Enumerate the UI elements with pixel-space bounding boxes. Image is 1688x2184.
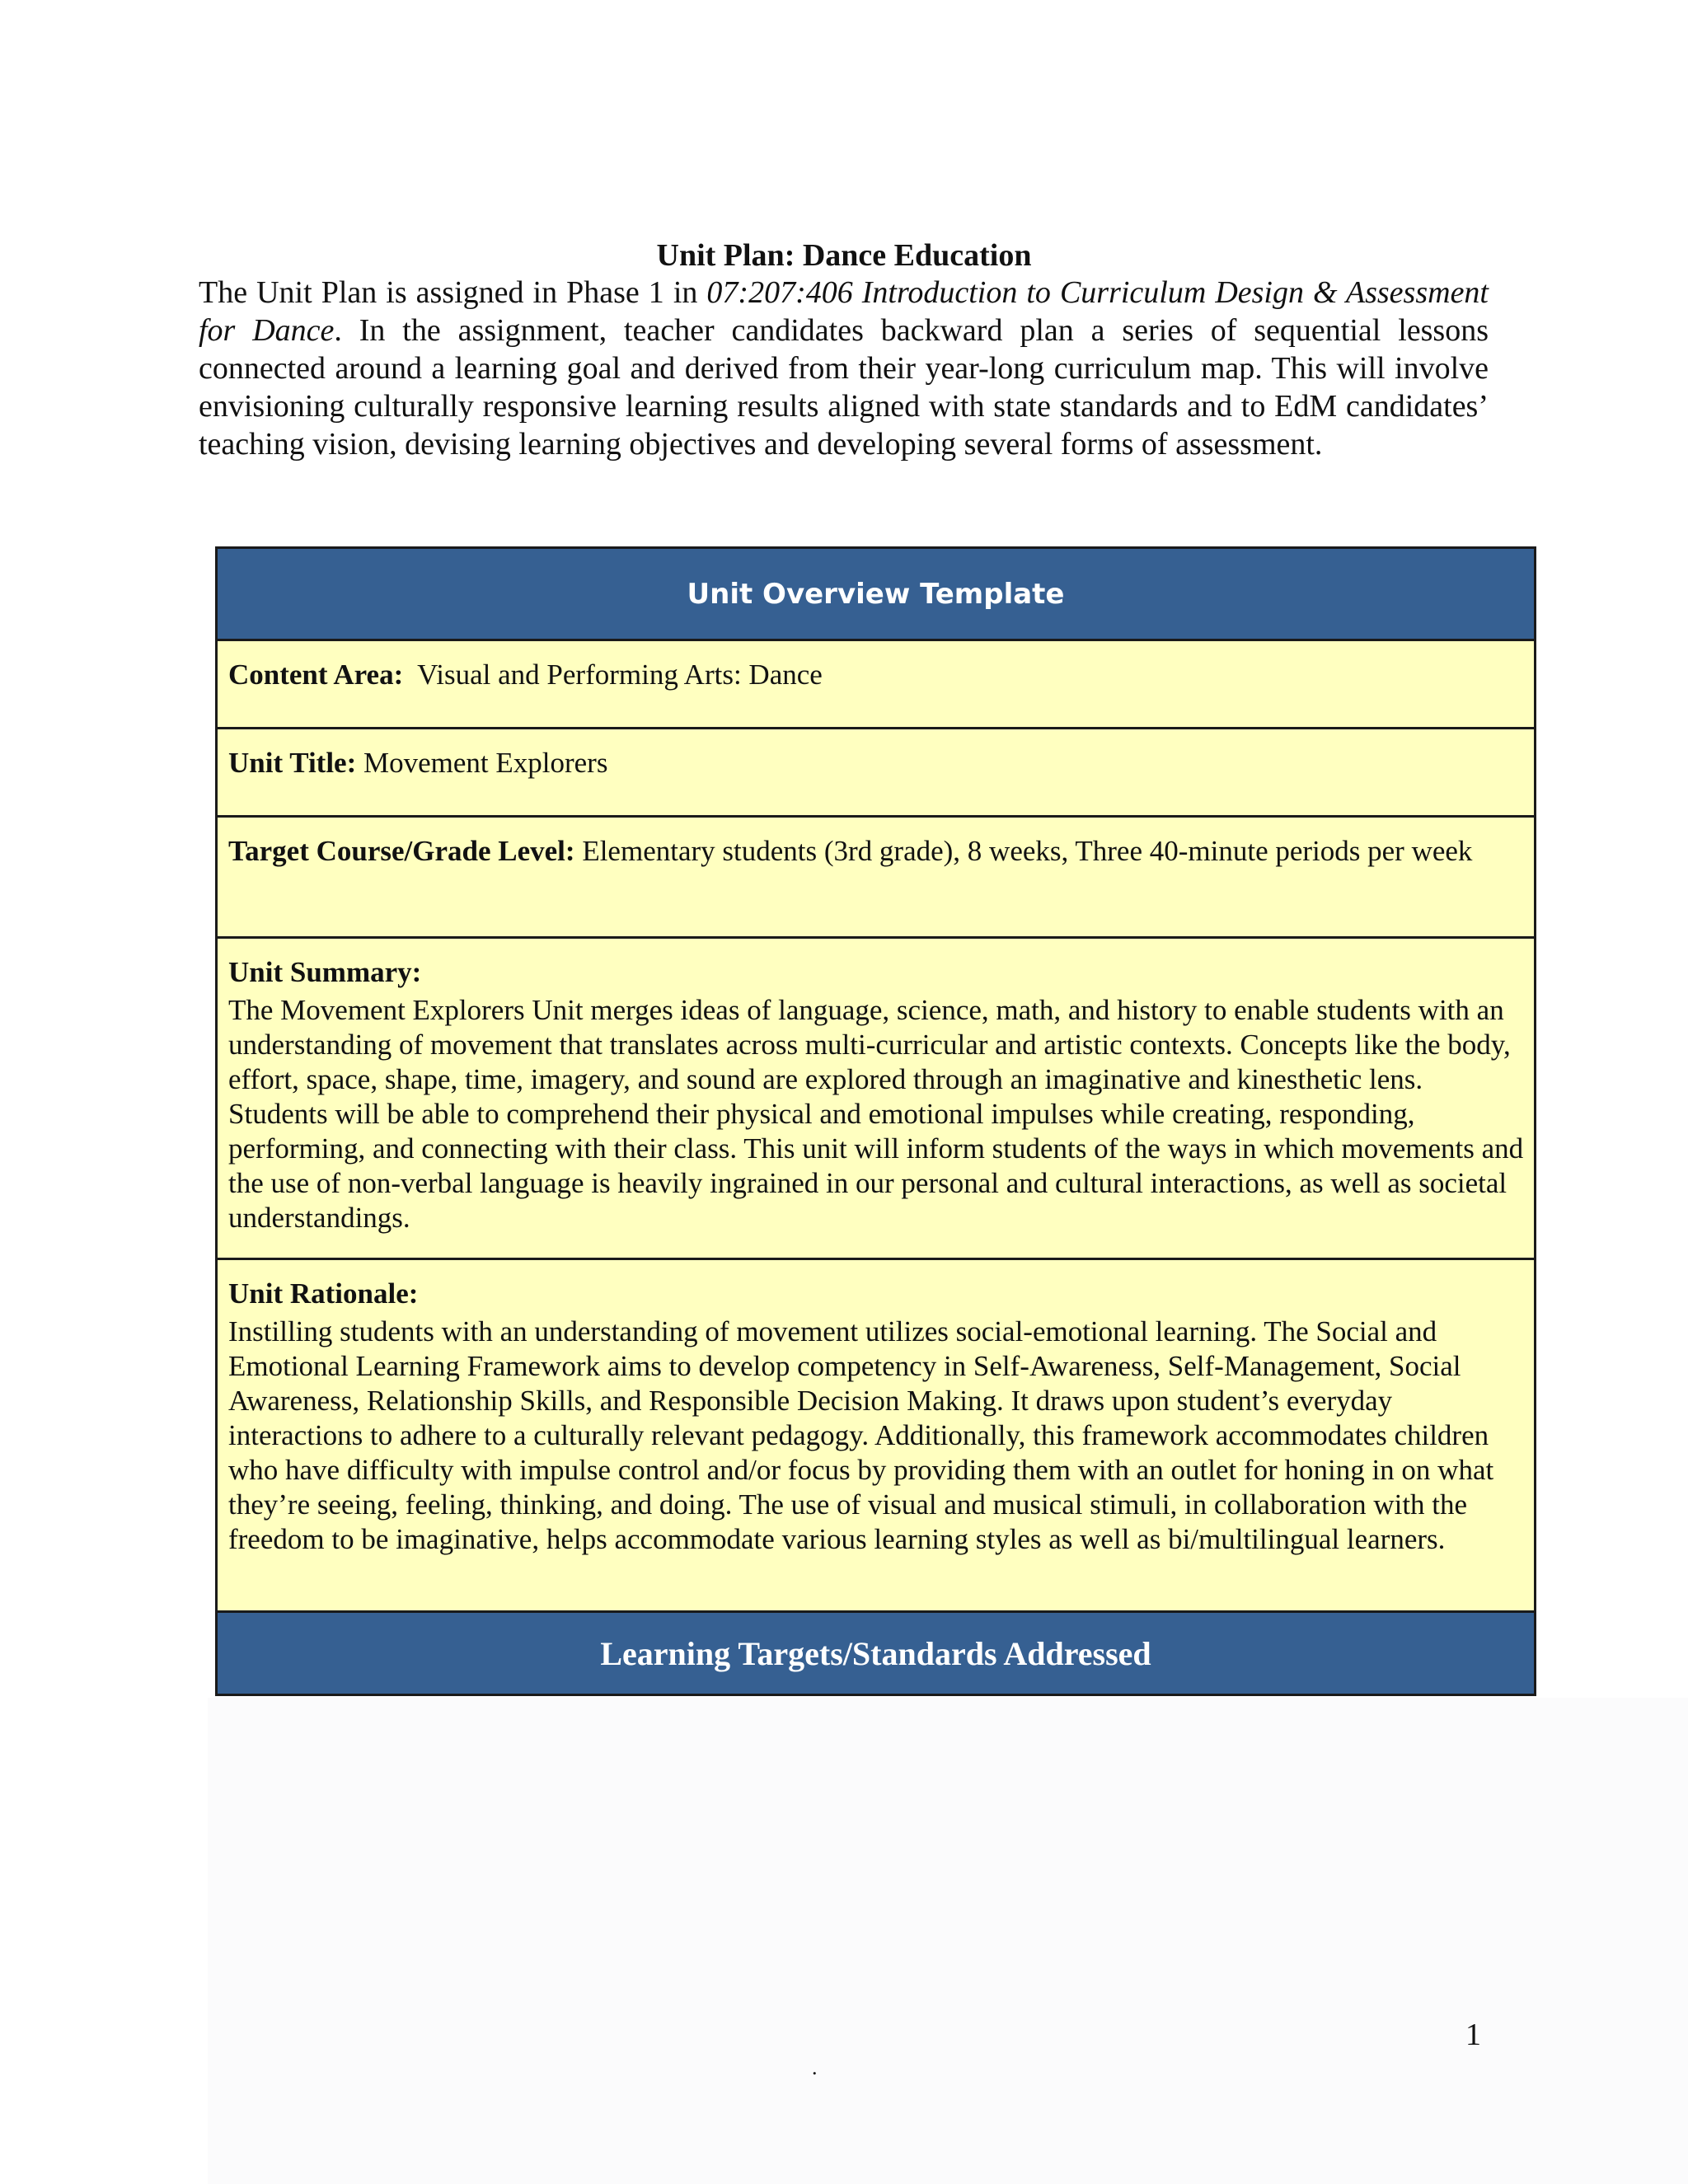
unit-rationale-row: [218, 1260, 1534, 1613]
course-name: 07:207:406 Introduction to Curriculum Design & Assessment for Dance: [199, 275, 1489, 348]
intro-text-end: . In the assignment, teacher candidates backward plan a series of sequential lessons connected around a learning goal and derived from their year-long curriculum map. This will involve envisioning culturally responsive learning results aligned with state standards and to EdM candidates’ teaching vision, devising learning objectives and developing several forms of assessment.: [199, 313, 1489, 462]
content-area-value: Visual and Performing Arts: Dance: [403, 658, 823, 691]
unit-rationale-label: Unit Rationale:: [228, 1277, 419, 1310]
grade-level-label: Target Course/Grade Level:: [228, 835, 575, 867]
content-area-row: [218, 641, 1534, 729]
learning-targets-header: [218, 1613, 1534, 1694]
grade-level-row: [218, 818, 1534, 939]
document-title: Unit Plan: Dance Education: [656, 238, 1032, 273]
page-lower-shade: [208, 1698, 1688, 2184]
unit-overview-table: [215, 546, 1536, 1696]
table-header: [218, 549, 1534, 641]
unit-summary-label: Unit Summary:: [228, 956, 422, 988]
unit-title-row: [218, 729, 1534, 818]
footer-dot: .: [812, 2055, 818, 2079]
intro-paragraph: [199, 274, 1489, 463]
unit-title-label: Unit Title:: [228, 747, 357, 779]
unit-summary-row: [218, 939, 1534, 1260]
unit-title-value: Movement Explorers: [356, 747, 608, 779]
content-area-label: Content Area:: [228, 658, 404, 691]
learning-targets-label: Learning Targets/Standards Addressed: [600, 1634, 1151, 1672]
unit-summary-text: The Movement Explorers Unit merges ideas of language, science, math, and history to enable students with an understanding of movement that translates across multi-curricular and artistic contexts. Concepts like the body, effort, space, shape, time, imagery, and sound are explored through an imaginative and kinesthetic lens. Students will be able to comprehend their physical and emotional impulses while creating, responding, performing, and connecting with their class. This unit will inform students of the ways in which movements and the use of non-verbal language is heavily ingrained in our personal and cultural interactions, as well as societal understandings.: [228, 994, 1524, 1234]
table-header-label: Unit Overview Template: [687, 577, 1065, 611]
page-number: 1: [1465, 2018, 1481, 2052]
intro-text-start: The Unit Plan is assigned in Phase 1 in: [199, 275, 707, 310]
grade-level-value: Elementary students (3rd grade), 8 weeks, Three 40-minute periods per week: [574, 835, 1473, 867]
unit-rationale-text: Instilling students with an understanding of movement utilizes social-emotional learning. The Social and Emotional Learning Framework aims to develop competency in Self-Awareness, Self-Management, Social Awareness, Relationship Skills, and Responsible Decision Making. It draws upon student’s everyday interactions to adhere to a culturally relevant pedagogy. Additionally, this framework accommodates children who have difficulty with impulse control and/or focus by providing them with an outlet for honing in on what they’re seeing, feeling, thinking, and doing. The use of visual and musical stimuli, in collaboration with the freedom to be imaginative, helps accommodate various learning styles as well as bi/multilingual learners.: [228, 1315, 1494, 1555]
